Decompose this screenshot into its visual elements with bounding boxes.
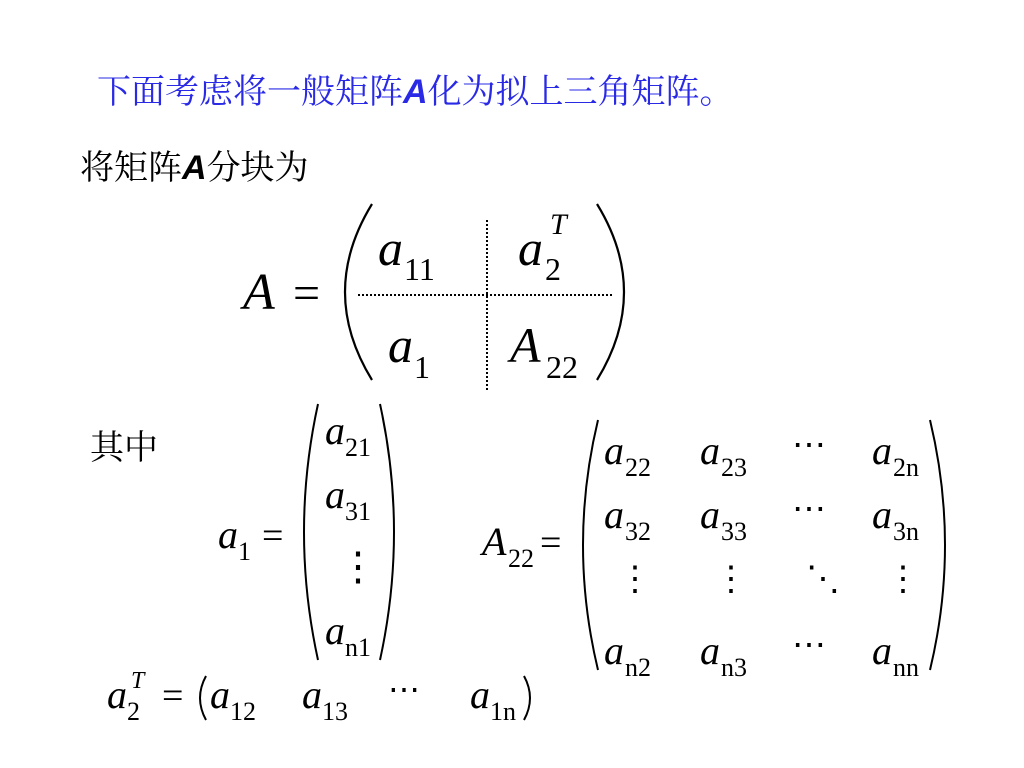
- A22-cell-1-3-sym: a: [872, 492, 892, 537]
- A22-matrix: [479, 420, 945, 682]
- block-a11-sub: 11: [404, 251, 435, 287]
- a2T-lhs-sub: 2: [127, 697, 140, 726]
- a1-entry-1-sub: 31: [345, 497, 371, 526]
- A22-cell-1-0-sym: a: [604, 492, 624, 537]
- a1-lhs-sym: a: [218, 512, 238, 557]
- A22-cell-3-1-sym: a: [700, 628, 720, 673]
- a1-entry-3-sym: a: [325, 608, 345, 653]
- A22-right-paren: [930, 420, 945, 670]
- block-a2-sub: 2: [545, 251, 561, 287]
- a1-eq: =: [262, 515, 284, 557]
- A22-cell-3-3-sym: a: [872, 628, 892, 673]
- heading-text-after: 化为拟上三角矩阵。: [427, 72, 734, 112]
- partition-text-before: 将矩阵: [80, 148, 182, 188]
- A22-left-paren: [583, 420, 598, 670]
- block-a1-sub: 1: [414, 349, 430, 385]
- block-a2-sym: a: [518, 220, 543, 276]
- block-lhs: A: [243, 264, 275, 321]
- block-eq: =: [293, 267, 321, 320]
- a1-entry-1-sym: a: [325, 472, 345, 517]
- A22-eq: =: [540, 522, 562, 564]
- a1-entry-2-vdots: ⋮: [338, 544, 378, 589]
- A22-cells: [604, 427, 920, 682]
- A22-lhs-sym: A: [482, 519, 507, 564]
- a2T-lhs-sym: a: [107, 672, 127, 717]
- a2T-entry-2-cdots: ⋯: [388, 671, 420, 707]
- a1-entry-3-sub: n1: [345, 633, 371, 662]
- a2T-left-paren: [200, 676, 206, 720]
- A22-cell-1-1-sub: 33: [721, 517, 747, 546]
- a2T-row: [107, 668, 530, 726]
- a2T-right-paren: [524, 676, 530, 720]
- A22-cell-3-0-sym: a: [604, 628, 624, 673]
- block-left-paren: [345, 204, 372, 380]
- a2T-entry-0-sub: 12: [230, 697, 256, 726]
- a2T-entry-1-sub: 13: [322, 697, 348, 726]
- a2T-lhs-sup: T: [131, 668, 145, 694]
- heading-symbol: A: [403, 73, 428, 111]
- block-right-paren: [597, 204, 624, 380]
- heading-text-before: 下面考虑将一般矩阵: [97, 72, 403, 112]
- A22-cell-0-0-sym: a: [604, 428, 624, 473]
- A22-cell-3-2-sym: ⋯: [792, 627, 826, 664]
- A22-cell-1-2-sym: ⋯: [792, 491, 826, 528]
- a1-entry-0-sym: a: [325, 408, 345, 453]
- A22-cell-2-1-sym: ⋮: [714, 561, 748, 598]
- partition-text-after: 分块为: [206, 148, 309, 188]
- A22-cell-2-2-sym: ⋱: [806, 561, 840, 598]
- block-a2-sup: T: [550, 208, 567, 241]
- A22-cell-0-2-sym: ⋯: [792, 427, 826, 464]
- A22-cell-0-3-sym: a: [872, 428, 892, 473]
- A22-cell-2-3-sym: ⋮: [886, 561, 920, 598]
- block-a11-sym: a: [378, 220, 403, 276]
- a2T-entry-0-sym: a: [210, 672, 230, 717]
- A22-cell-1-1-sym: a: [700, 492, 720, 537]
- block-a1-sym: a: [388, 317, 413, 373]
- a2T-eq: =: [162, 675, 184, 717]
- a2T-entry-1-sym: a: [302, 672, 322, 717]
- A22-cell-3-1-sub: n3: [721, 653, 747, 682]
- a1-left-paren: [304, 404, 318, 660]
- block-A22-sub: 22: [546, 349, 578, 385]
- A22-cell-3-0-sub: n2: [625, 653, 651, 682]
- where-label: 其中: [90, 428, 158, 468]
- A22-cell-2-0-sym: ⋮: [618, 561, 652, 598]
- A22-cell-0-0-sub: 22: [625, 453, 651, 482]
- a2T-entry-3-sym: a: [470, 672, 490, 717]
- A22-lhs-sub: 22: [508, 544, 534, 573]
- partition-symbol: A: [182, 149, 207, 187]
- block-A22-sym: A: [510, 317, 541, 373]
- A22-cell-0-3-sub: 2n: [893, 453, 919, 482]
- a1-right-paren: [380, 404, 394, 660]
- A22-cell-3-3-sub: nn: [893, 653, 919, 682]
- a2T-entry-3-sub: 1n: [490, 697, 516, 726]
- a1-lhs-sub: 1: [238, 537, 251, 566]
- a1-vector: [218, 404, 394, 662]
- block-matrix: [240, 204, 624, 392]
- a1-entry-0-sub: 21: [345, 433, 371, 462]
- A22-cell-0-1-sub: 23: [721, 453, 747, 482]
- A22-cell-1-3-sub: 3n: [893, 517, 919, 546]
- A22-cell-0-1-sym: a: [700, 428, 720, 473]
- A22-cell-1-0-sub: 32: [625, 517, 651, 546]
